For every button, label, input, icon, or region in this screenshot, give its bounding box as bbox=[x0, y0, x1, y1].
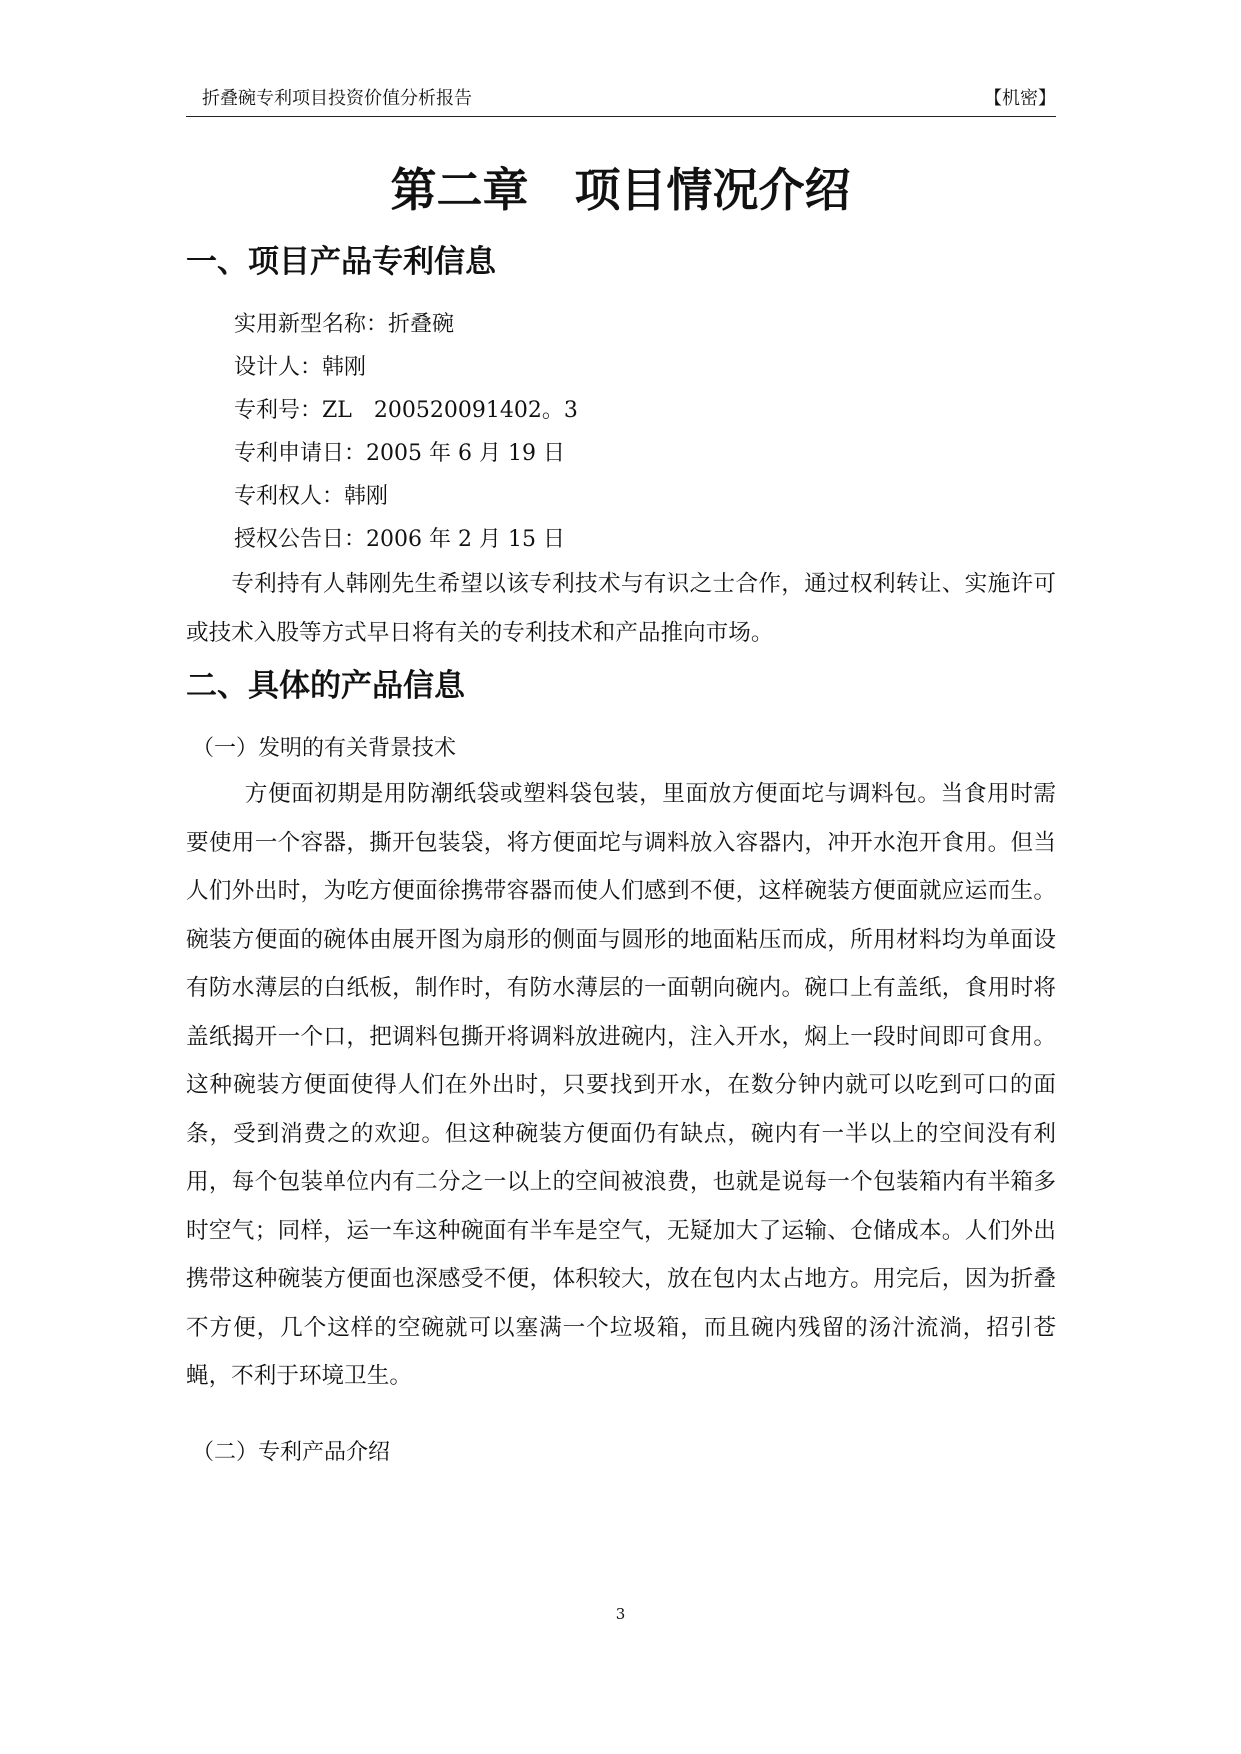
field-application-date: 专利申请日：2005 年 6 月 19 日 bbox=[234, 441, 565, 466]
paragraph-background: 方便面初期是用防潮纸袋或塑料袋包装，里面放方便面坨与调料包。当食用时需要使用一个容器，撕开包装袋，将方便面坨与调料放入容器内，冲开水泡开食用。但当人们外出时，为吃方便面徐携带容器而使人们感到不便，这样碗装方便面就应运而生。碗装方便面的碗体由展开图为扇形的侧面与圆形的地面粘压而成，所用材料均为单面设有防水薄层的白纸板，制作时，有防水薄层的一面朝向碗内。碗口上有盖纸，食用时将盖纸揭开一个口，把调料包撕开将调料放进碗内，注入开水，焖上一段时间即可食用。这种碗装方便面使得人们在外出时，只要找到开水，在数分钟内就可以吃到可口的面条，受到消费之的欢迎。但这种碗装方便面仍有缺点，碗内有一半以上的空间没有利用，每个包装单位内有二分之一以上的空间被浪费，也就是说每一个包装箱内有半箱多时空气；同样，运一车这种碗面有半车是空气，无疑加大了运输、仓储成本。人们外出携带这种碗装方便面也深感受不便，体积较大，放在包内太占地方。用完后，因为折叠不方便，几个这样的空碗就可以塞满一个垃圾箱，而且碗内残留的汤汁流淌，招引苍蝇，不利于环境卫生。 bbox=[186, 781, 1056, 1389]
page-number: 3 bbox=[615, 1605, 626, 1623]
subheading-product-intro: （二）专利产品介绍 bbox=[192, 1440, 391, 1465]
header-title: 折叠碗专利项目投资价值分析报告 bbox=[202, 88, 472, 109]
field-patent-number: 专利号：ZL 200520091402。3 bbox=[234, 398, 578, 423]
field-patentee: 专利权人：韩刚 bbox=[234, 484, 389, 509]
section-heading-patent-info: 一、项目产品专利信息 bbox=[186, 244, 496, 280]
field-grant-date: 授权公告日：2006 年 2 月 15 日 bbox=[234, 527, 565, 552]
field-model-name: 实用新型名称：折叠碗 bbox=[234, 312, 455, 337]
section-heading-product-info: 二、具体的产品信息 bbox=[186, 668, 465, 704]
header-confidential-label: 【机密】 bbox=[984, 88, 1056, 109]
subheading-background: （一）发明的有关背景技术 bbox=[192, 736, 457, 761]
paragraph-cooperation: 专利持有人韩刚先生希望以该专利技术与有识之士合作，通过权利转让、实施许可或技术入股等方式早日将有关的专利技术和产品推向市场。 bbox=[186, 571, 1056, 646]
chapter-title: 第二章 项目情况介绍 bbox=[390, 163, 851, 217]
field-designer: 设计人：韩刚 bbox=[234, 355, 367, 380]
page-header bbox=[186, 86, 1056, 117]
